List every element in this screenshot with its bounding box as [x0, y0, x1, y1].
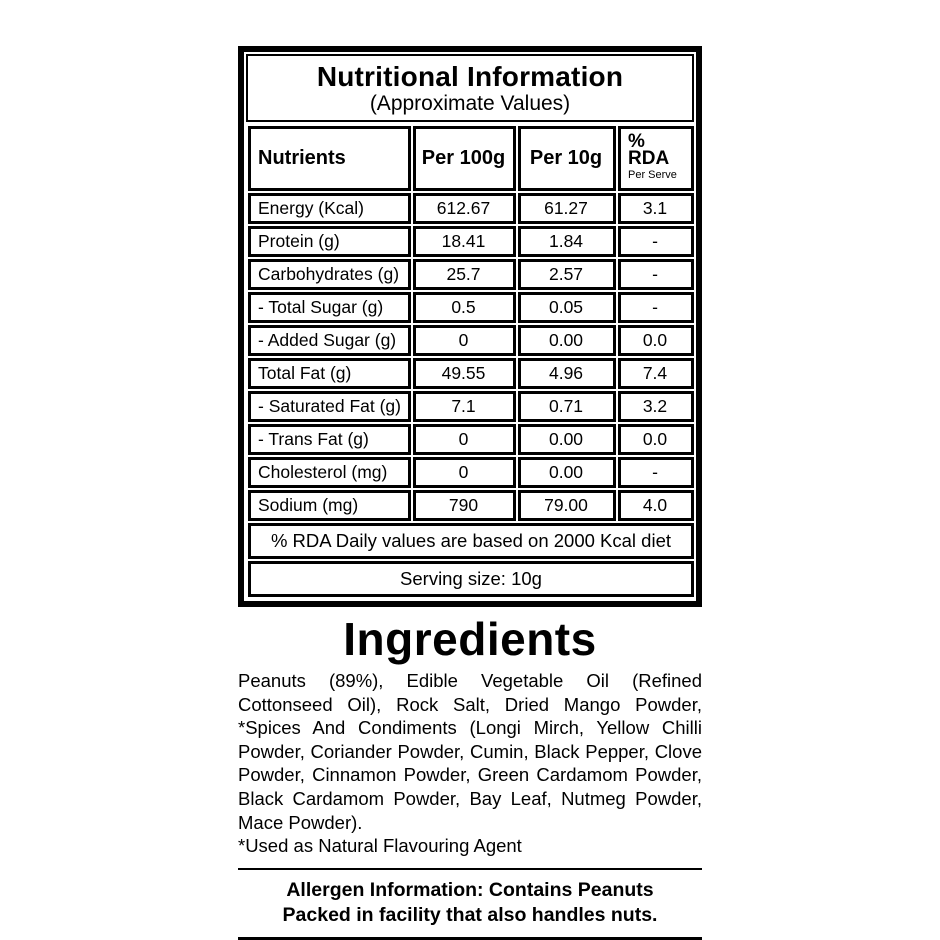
rda-value-cell: 3.2 — [618, 391, 694, 422]
nutrition-title-cell — [246, 54, 694, 122]
per-10g-value-cell: 4.96 — [518, 358, 616, 389]
nutrition-facts-box — [238, 46, 702, 607]
table-row — [248, 226, 694, 257]
serving-size-row — [248, 561, 694, 597]
rda-value-cell: - — [618, 292, 694, 323]
nutrient-name-cell: - Saturated Fat (g) — [248, 391, 411, 422]
nutrition-header-row — [248, 126, 694, 191]
ingredients-flavouring-note: *Used as Natural Flavouring Agent — [238, 835, 522, 857]
col-header-rda-subtext: Per Serve — [628, 169, 677, 181]
col-header-per-10g: Per 10g — [518, 126, 616, 191]
per-100g-value-cell: 612.67 — [413, 193, 516, 224]
nutrition-subtitle: (Approximate Values) — [369, 92, 571, 115]
rda-note: % RDA Daily values are based on 2000 Kcal diet — [248, 523, 694, 559]
per-100g-value-cell: 790 — [413, 490, 516, 521]
table-row — [248, 391, 694, 422]
table-row — [248, 259, 694, 290]
nutrition-table — [246, 124, 696, 599]
per-10g-value-cell: 1.84 — [518, 226, 616, 257]
per-10g-value-cell: 0.00 — [518, 424, 616, 455]
per-100g-value-cell: 18.41 — [413, 226, 516, 257]
allergen-info-box — [238, 868, 702, 940]
rda-value-cell: 3.1 — [618, 193, 694, 224]
table-row — [248, 358, 694, 389]
rda-value-cell: - — [618, 457, 694, 488]
col-header-nutrients: Nutrients — [248, 126, 411, 191]
nutrient-name-cell: - Added Sugar (g) — [248, 325, 411, 356]
nutrition-title: Nutritional Information — [316, 61, 624, 92]
per-100g-value-cell: 0 — [413, 325, 516, 356]
nutrient-name-cell: Carbohydrates (g) — [248, 259, 411, 290]
table-row — [248, 193, 694, 224]
per-100g-value-cell: 49.55 — [413, 358, 516, 389]
rda-note-row — [248, 523, 694, 559]
per-100g-value-cell: 7.1 — [413, 391, 516, 422]
per-10g-value-cell: 61.27 — [518, 193, 616, 224]
per-10g-value-cell: 0.71 — [518, 391, 616, 422]
allergen-line-1: Allergen Information: Contains Peanuts — [286, 878, 654, 901]
nutrient-name-cell: Protein (g) — [248, 226, 411, 257]
per-100g-value-cell: 0 — [413, 457, 516, 488]
per-10g-value-cell: 0.00 — [518, 457, 616, 488]
nutrient-name-cell: Sodium (mg) — [248, 490, 411, 521]
table-row — [248, 292, 694, 323]
rda-value-cell: 0.0 — [618, 325, 694, 356]
rda-value-cell: 7.4 — [618, 358, 694, 389]
ingredients-title: Ingredients — [343, 613, 597, 665]
allergen-line-2: Packed in facility that also handles nuts. — [282, 903, 658, 926]
serving-size: Serving size: 10g — [248, 561, 694, 597]
nutrient-name-cell: Total Fat (g) — [248, 358, 411, 389]
col-header-per-100g: Per 100g — [413, 126, 516, 191]
table-row — [248, 325, 694, 356]
col-header-rda — [618, 126, 694, 191]
per-100g-value-cell: 0.5 — [413, 292, 516, 323]
ingredients-text: Peanuts (89%), Edible Vegetable Oil (Refined Cottonseed Oil), Rock Salt, Dried Mango Powder, *Spices And Condiments (Longi Mirch, Yellow Chilli Powder, Coriander Powder, Cumin, Black Pepper, Clove Powder, Cinnamon Powder, Green Cardamom Powder, Black Cardamom Powder, Bay Leaf, Nutmeg Powder, Mace Powder). — [238, 670, 702, 833]
table-row — [248, 490, 694, 521]
nutrient-name-cell: - Trans Fat (g) — [248, 424, 411, 455]
rda-value-cell: - — [618, 226, 694, 257]
label-column — [238, 46, 702, 940]
per-10g-value-cell: 0.00 — [518, 325, 616, 356]
per-10g-value-cell: 79.00 — [518, 490, 616, 521]
col-header-rda-label: % RDA — [628, 131, 670, 169]
table-row — [248, 424, 694, 455]
nutrient-name-cell: Energy (Kcal) — [248, 193, 411, 224]
rda-value-cell: 0.0 — [618, 424, 694, 455]
per-10g-value-cell: 2.57 — [518, 259, 616, 290]
nutrient-name-cell: Cholesterol (mg) — [248, 457, 411, 488]
rda-value-cell: - — [618, 259, 694, 290]
nutrient-name-cell: - Total Sugar (g) — [248, 292, 411, 323]
rda-value-cell: 4.0 — [618, 490, 694, 521]
per-100g-value-cell: 0 — [413, 424, 516, 455]
table-row — [248, 457, 694, 488]
per-10g-value-cell: 0.05 — [518, 292, 616, 323]
per-100g-value-cell: 25.7 — [413, 259, 516, 290]
